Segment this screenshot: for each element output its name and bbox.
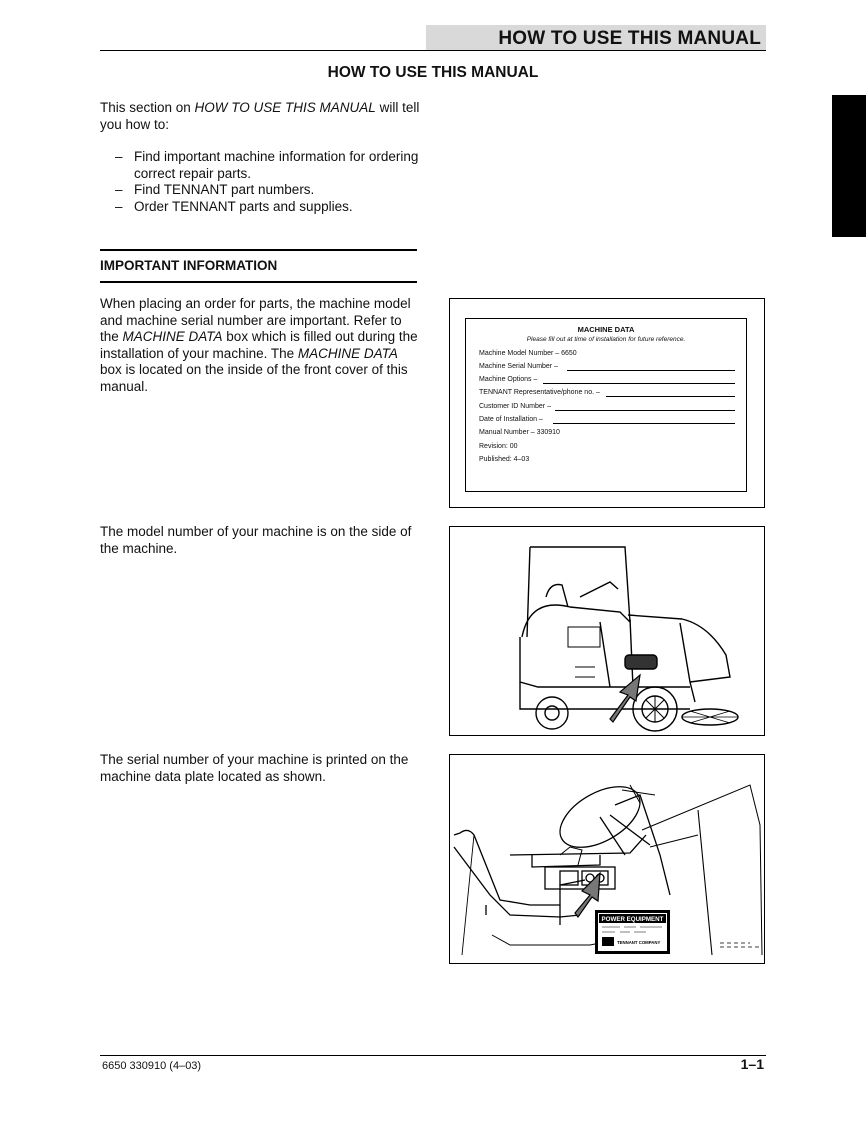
para1-text-a: When placing an order for parts, the machine model and machine serial number are important. Refer to the [100,296,411,344]
bullet-text: Find TENNANT part numbers. [134,182,315,197]
machine-data-line: Machine Options – [479,376,538,383]
machine-side-illustration [450,527,764,735]
para1-emphasis-1: MACHINE DATA [122,329,223,344]
page-title: HOW TO USE THIS MANUAL [327,64,539,81]
footer-manual-id: 6650 330910 (4–03) [102,1060,202,1072]
list-item [100,182,420,199]
section-rule-bottom [100,281,417,283]
machine-data-line: Published: 4–03 [479,456,530,463]
bullet-list [100,149,420,215]
bullet-dash: – [115,198,123,214]
model-number-paragraph: The model number of your machine is on the side of the machine. [100,524,412,556]
machine-data-line: Customer ID Number – [479,403,551,410]
intro-emphasis: HOW TO USE THIS MANUAL [194,100,376,115]
list-item [100,199,420,216]
fill-in-line [567,370,735,371]
machine-data-box [465,318,747,492]
machine-data-line: TENNANT Representative/phone no. – [479,389,600,396]
section-rule-top [100,249,417,251]
fill-in-line [606,396,735,397]
fill-in-line [553,423,735,424]
bullet-dash: – [115,182,123,197]
running-header-title: HOW TO USE THIS MANUAL [498,28,761,49]
serial-number-paragraph: The serial number of your machine is printed on the machine data plate located as shown. [100,752,409,784]
bullet-dash: – [115,149,123,164]
machine-data-line: Machine Serial Number – [479,363,558,370]
para1-text-b: box which is filled out during the installation of your machine. The [100,329,418,361]
fill-in-line [543,383,735,384]
page-number: 1–1 [740,1056,764,1072]
bullet-text: Order TENNANT parts and supplies. [134,198,353,214]
machine-data-line: Revision: 00 [479,443,518,450]
header-rule [100,50,766,51]
para1-text-c: box is located on the inside of the front cover of this manual. [100,362,408,394]
intro-text-b: will tell you how to: [100,100,420,132]
section-heading: IMPORTANT INFORMATION [100,258,278,273]
machine-data-subtitle: Please fill out at time of installation for future reference. [526,336,686,343]
list-item [100,149,420,182]
intro-text-a: This section on [100,100,195,115]
intro-paragraph [100,100,420,133]
fill-in-line [555,410,735,411]
footer-rule [100,1055,766,1056]
pointer-arrow-icon [610,675,640,722]
machine-data-title: MACHINE DATA [577,325,635,334]
data-plate-label: POWER EQUIPMENT [601,916,664,923]
data-plate-maker: TENNANT COMPANY [617,940,661,945]
data-plate-illustration [450,755,764,963]
machine-data-line: Manual Number – 330910 [479,429,560,436]
section-tab [832,95,866,237]
machine-data-line: Date of Installation – [479,416,543,423]
data-plate-figure [449,754,765,964]
bullet-text: Find important machine information for ordering correct repair parts. [134,149,419,181]
machine-side-figure [449,526,765,736]
machine-data-line: Machine Model Number – 6650 [479,350,577,357]
para1-emphasis-2: MACHINE DATA [297,345,398,361]
order-info-paragraph [100,296,420,395]
